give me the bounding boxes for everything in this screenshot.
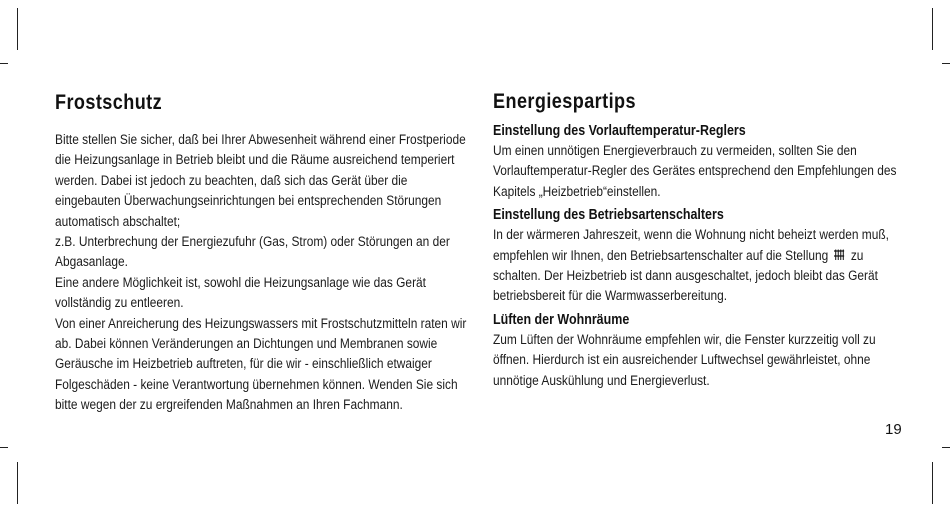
frostschutz-paragraph: Eine andere Möglichkeit ist, sowohl die Heizungsanlage wie das Gerät vollständig zu entleeren. [55, 274, 426, 312]
crop-mark-right-top [942, 63, 950, 64]
hot-water-tap-icon [833, 249, 845, 261]
crop-mark-top-left [17, 8, 18, 50]
crop-mark-bottom-left [17, 462, 18, 504]
frostschutz-title: Frostschutz [55, 91, 163, 114]
section-body [493, 141, 913, 202]
crop-mark-bottom-right [932, 462, 933, 504]
section-text [493, 225, 913, 307]
section-text-after: zu schalten. Der Heizbetrieb ist dann ausgeschaltet, jedoch bleibt das Gerät betriebsbereit für die Warmwasserbereitung. [493, 247, 878, 305]
section-heading: Einstellung des Betriebsartenschalters [493, 207, 724, 224]
section-lueften [493, 310, 913, 391]
frostschutz-paragraph: z.B. Unterbrechung der Energiezufuhr (Gas, Strom) oder Störungen an der Abgasanlage. [55, 234, 450, 271]
section-betriebsartenschalter [493, 205, 913, 307]
section-heading: Lüften der Wohnräume [493, 311, 630, 328]
crop-mark-right-bottom [942, 447, 950, 448]
energiespartips-column [493, 88, 913, 394]
energiespartips-title: Energiespartips [493, 90, 636, 113]
section-vorlauftemperatur [493, 121, 913, 202]
frostschutz-paragraph: Bitte stellen Sie sicher, daß bei Ihrer Abwesenheit während einer Frostperiode die Heizungsanlage in Betrieb bleibt und die Räume ausreichend temperiert werden. Dabei ist jedoch zu beachten, daß sich das Gerät über die eingebauten Überwachungseinrichtungen bei entsprechenden Störungen automatisch abschaltet; [55, 132, 466, 230]
crop-mark-top-right [932, 8, 933, 50]
frostschutz-column [55, 88, 470, 416]
section-heading: Einstellung des Vorlauftemperatur-Reglers [493, 123, 746, 139]
section-text-before: In der wärmeren Jahreszeit, wenn die Wohnung nicht beheizt werden muß, empfehlen wir Ihnen, den Betriebsartenschalter auf die Stellung [493, 227, 889, 264]
crop-mark-left-top [0, 63, 8, 64]
page-number: 19 [885, 421, 902, 438]
section-text: Zum Lüften der Wohnräume empfehlen wir, die Fenster kurzzeitig voll zu öffnen. Hierdurch ist ein ausreichender Luftwechsel gewährleistet, ohne unnötige Auskühlung und Energieverlust. [493, 331, 876, 389]
crop-mark-left-bottom [0, 447, 8, 448]
section-body [493, 225, 913, 307]
section-body [493, 330, 913, 391]
frostschutz-body [55, 130, 470, 416]
frostschutz-paragraph: Von einer Anreicherung des Heizungswassers mit Frostschutzmitteln raten wir ab. Dabei können Veränderungen an Dichtungen und Membranen sowie Geräusche im Heizbetrieb auftreten, für die wir - einschließlich etwaiger Folgeschäden - keine Verantwortung übernehmen können. Wenden Sie sich bitte wegen der zu ergreifenden Maßnahmen an Ihren Fachmann. [55, 315, 467, 414]
section-text: Um einen unnötigen Energieverbrauch zu vermeiden, sollten Sie den Vorlauftemperatur-Regler des Gerätes entsprechend den Empfehlungen des Kapitels „Heizbetrieb“einstellen. [493, 143, 897, 200]
